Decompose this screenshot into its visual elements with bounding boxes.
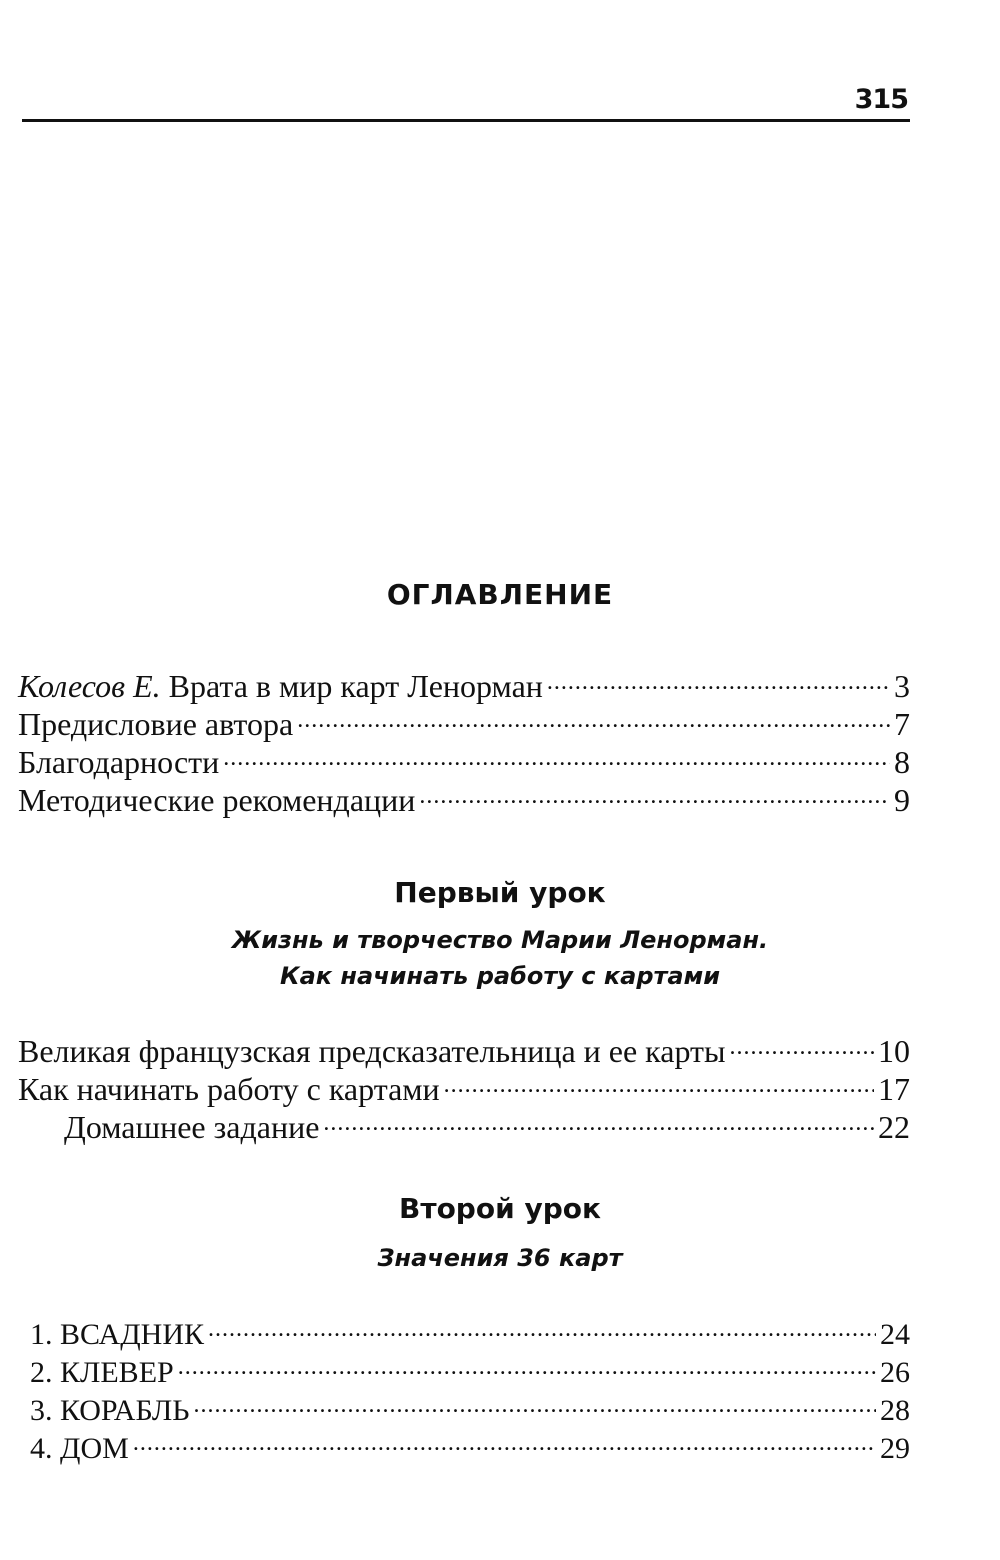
toc-entry-page: 17 xyxy=(878,1071,910,1107)
lesson1-subtitle-line2: Как начинать работу с картами xyxy=(279,962,721,990)
dot-leader xyxy=(419,773,890,811)
lesson1-entries xyxy=(18,1024,910,1145)
toc-entry-label: Колесов Е. Врата в мир карт Ленорман xyxy=(18,668,543,704)
toc-entry-page: 8 xyxy=(894,744,910,780)
header-rule xyxy=(22,119,910,122)
toc-entry[interactable] xyxy=(18,659,910,704)
toc-entry-label: 2. КЛЕВЕР xyxy=(30,1356,174,1389)
toc-entry-label: Предисловие автора xyxy=(18,706,294,742)
toc-entry-label: 3. КОРАБЛЬ xyxy=(30,1394,190,1427)
dot-leader xyxy=(444,1062,874,1100)
lesson2-title: Второй урок xyxy=(399,1192,601,1225)
dot-leader xyxy=(730,1024,875,1062)
toc-entry-page: 26 xyxy=(880,1356,910,1389)
toc-entry-page: 29 xyxy=(880,1432,910,1465)
toc-entry-page: 22 xyxy=(878,1109,910,1145)
toc-entry-page: 9 xyxy=(894,782,910,818)
toc-entry[interactable] xyxy=(18,1024,910,1069)
toc-entry-label: 4. ДОМ xyxy=(30,1432,129,1465)
lesson2-subtitle: Значения 36 карт xyxy=(377,1244,623,1272)
toc-entry-label: Домашнее задание xyxy=(64,1109,320,1145)
toc-entry-page: 24 xyxy=(880,1318,910,1351)
toc-entry-label: Как начинать работу с картами xyxy=(18,1071,440,1107)
toc-entry-author: Колесов Е. xyxy=(18,668,161,704)
toc-entry-page: 10 xyxy=(878,1033,910,1069)
toc-entry-page: 28 xyxy=(880,1394,910,1427)
dot-leader xyxy=(194,1382,877,1420)
dot-leader xyxy=(208,1306,876,1344)
lesson2-entries xyxy=(18,1306,910,1465)
toc-entry-label: Благодарности xyxy=(18,744,220,780)
toc-entry-page: 7 xyxy=(894,706,910,742)
toc-entry[interactable] xyxy=(18,1420,910,1465)
lesson1-title: Первый урок xyxy=(394,876,606,909)
toc-entry[interactable] xyxy=(18,1306,910,1351)
toc-entry-label: 1. ВСАДНИК xyxy=(30,1318,204,1351)
toc-title: ОГЛАВЛЕНИЕ xyxy=(386,578,614,611)
dot-leader xyxy=(178,1344,876,1382)
front-matter-list xyxy=(18,659,910,818)
dot-leader xyxy=(323,1100,874,1138)
dot-leader xyxy=(297,697,890,735)
dot-leader xyxy=(133,1420,876,1458)
toc-entry-label: Великая французская предсказательница и ее карты xyxy=(18,1033,726,1069)
lesson1-subtitle-line1: Жизнь и творчество Марии Ленорман. xyxy=(231,926,769,954)
toc-entry-page: 3 xyxy=(894,668,910,704)
dot-leader xyxy=(547,659,890,697)
toc-entry-label: Методические рекомендации xyxy=(18,782,416,818)
page-number: 315 xyxy=(854,84,908,115)
dot-leader xyxy=(223,735,890,773)
